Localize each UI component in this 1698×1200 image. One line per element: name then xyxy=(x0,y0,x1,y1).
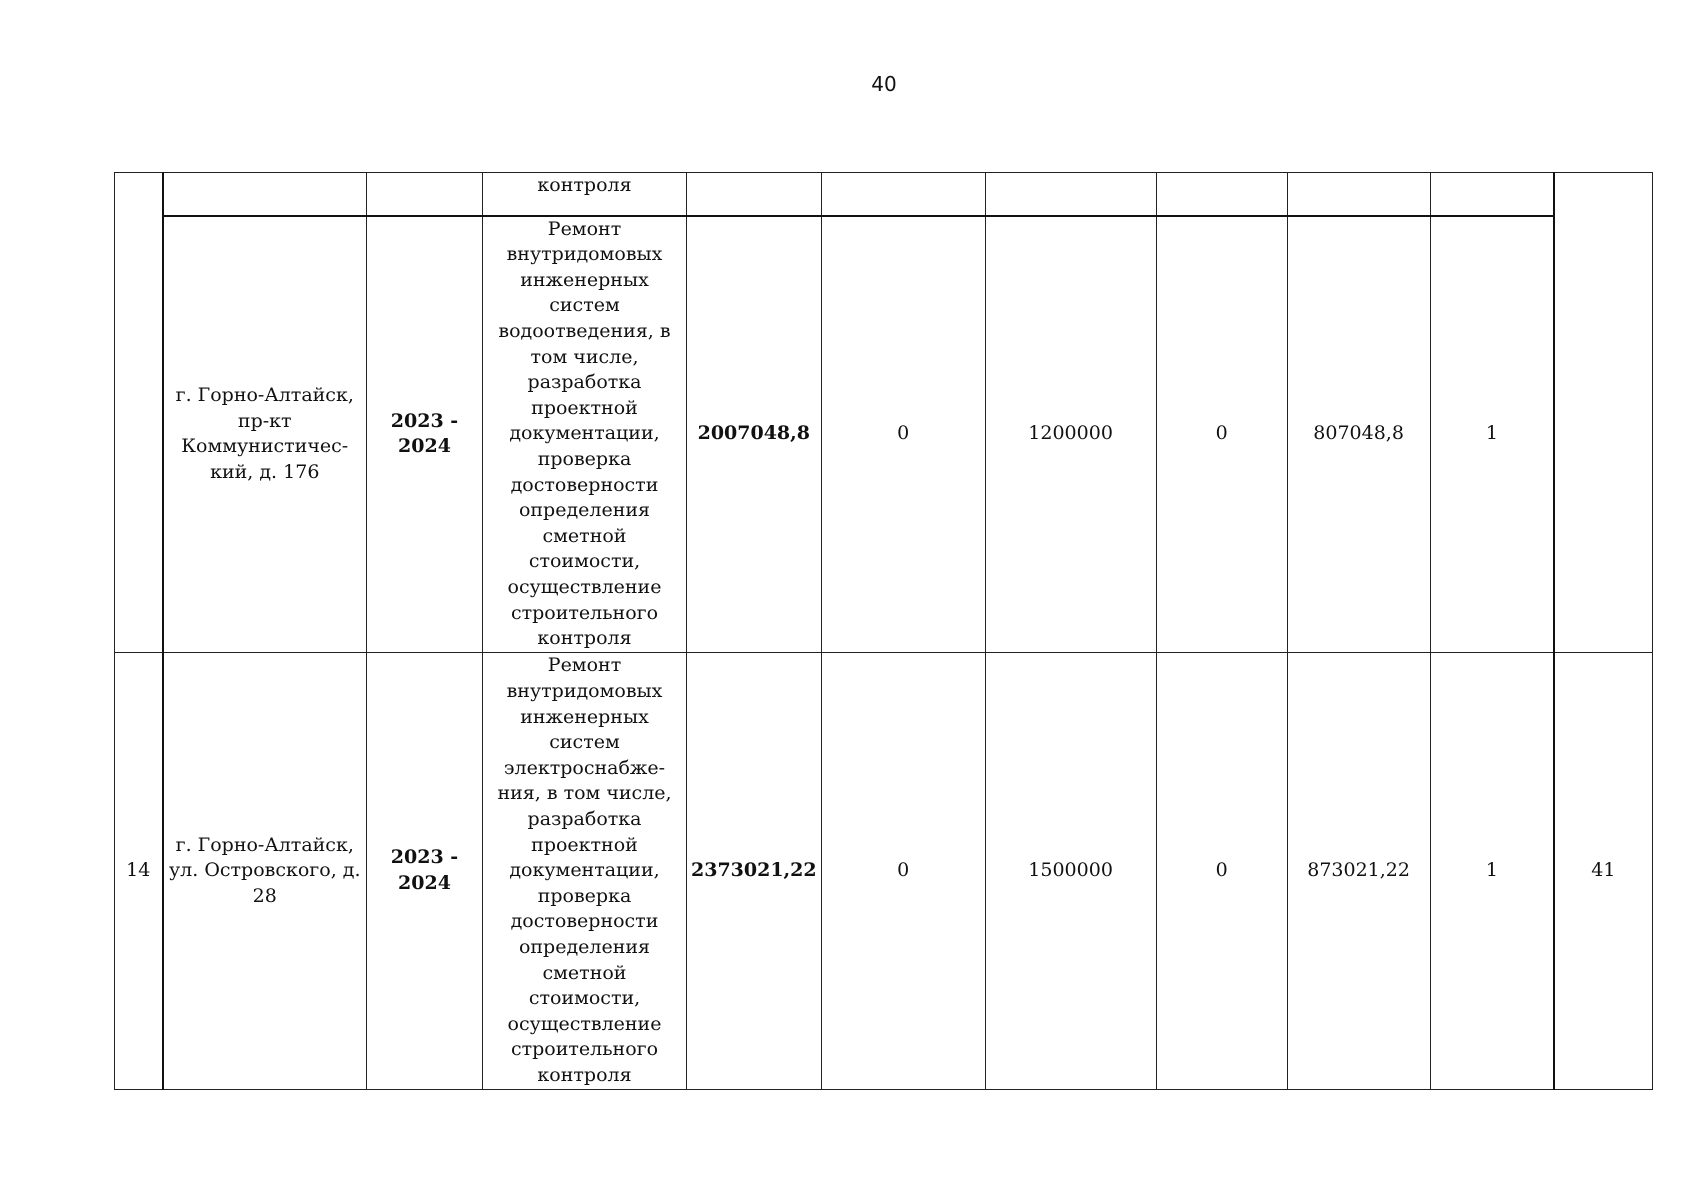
total-cost-cell: 2007048,8 xyxy=(687,216,822,653)
value-cell: 1 xyxy=(1430,653,1554,1090)
value-cell: 873021,22 xyxy=(1287,653,1430,1090)
last-column-cell xyxy=(1554,173,1652,653)
value-cell: 807048,8 xyxy=(1287,216,1430,653)
value-cell: 0 xyxy=(821,653,985,1090)
value-cell: 1200000 xyxy=(985,216,1156,653)
value-cell: 0 xyxy=(1156,653,1287,1090)
period-cell: 2023 - 2024 xyxy=(367,216,483,653)
last-column-cell: 41 xyxy=(1554,653,1652,1090)
value-cell: 0 xyxy=(821,216,985,653)
page-number: 40 xyxy=(871,72,897,96)
row-number-cell xyxy=(115,173,163,653)
value-cell: 1 xyxy=(1430,216,1554,653)
value-cell: 1500000 xyxy=(985,653,1156,1090)
table-row xyxy=(115,653,1653,1090)
work-description-cell: Ремонт внутридомовых инженерных систем водоотведения, в том числе, разработка проектной документации, проверка достоверности определения сметной стоимости, осуществление строительного контроля xyxy=(483,216,687,653)
total-cost-cell xyxy=(687,173,822,216)
work-description-cell: Ремонт внутридомовых инженерных систем электроснабже- ния, в том числе, разработка проектной документации, проверка достоверности определения сметной стоимости, осуществление строительного контроля xyxy=(483,653,687,1090)
row-number-cell: 14 xyxy=(115,653,163,1090)
address-cell: г. Горно-Алтайск, пр-кт Коммунистичес- кий, д. 176 xyxy=(163,216,367,653)
value-cell xyxy=(985,173,1156,216)
period-cell xyxy=(367,173,483,216)
table-row xyxy=(115,173,1653,216)
works-table xyxy=(114,172,1653,1090)
value-cell xyxy=(1287,173,1430,216)
address-cell xyxy=(163,173,367,216)
period-cell: 2023 - 2024 xyxy=(367,653,483,1090)
total-cost-cell: 2373021,22 xyxy=(687,653,822,1090)
work-description-cell: контроля xyxy=(483,173,687,216)
value-cell xyxy=(1156,173,1287,216)
value-cell xyxy=(1430,173,1554,216)
value-cell xyxy=(821,173,985,216)
address-cell: г. Горно-Алтайск, ул. Островского, д. 28 xyxy=(163,653,367,1090)
table-row xyxy=(115,216,1653,653)
value-cell: 0 xyxy=(1156,216,1287,653)
